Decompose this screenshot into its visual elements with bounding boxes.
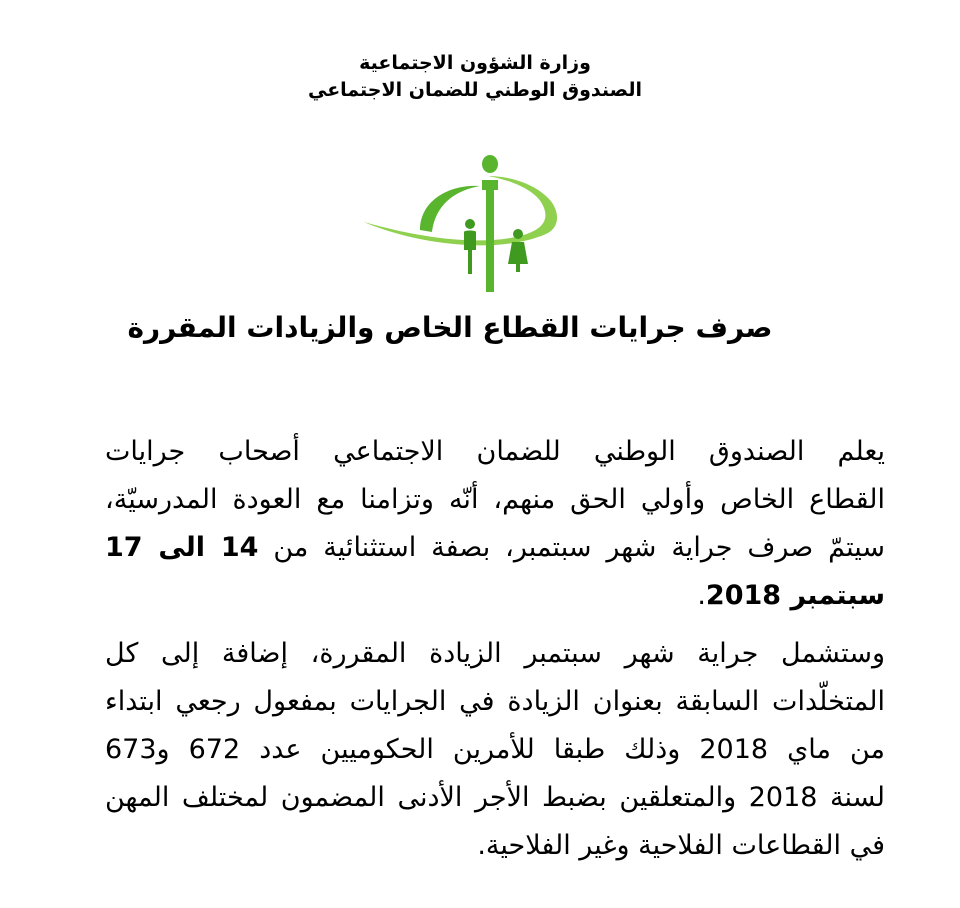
date-range: 14 الى 17 <box>105 532 259 563</box>
cnss-logo <box>360 150 570 300</box>
logo-figure-head <box>482 155 498 173</box>
paragraph-2-line-5: في القطاعات الفلاحية وغير الفلاحية. <box>477 830 885 861</box>
paragraph-1-line-3 <box>105 524 885 572</box>
paragraph-2-line-1: وستشمل جراية شهر سبتمبر الزيادة المقررة، إضافة إلى كل <box>105 638 885 669</box>
fund-name: الصندوق الوطني للضمان الاجتماعي <box>307 79 643 101</box>
page-title: صرف جرايات القطاع الخاص والزيادات المقررة <box>127 311 773 344</box>
paragraph-1-line-3-text: سيتمّ صرف جراية شهر سبتمبر، بصفة استثنائية من <box>273 532 885 563</box>
paragraph-1-line-1: يعلم الصندوق الوطني للضمان الاجتماعي أصحاب جرايات <box>105 436 885 467</box>
paragraph-1-period: . <box>697 580 706 611</box>
logo-figure-body <box>482 180 498 292</box>
paragraph-2 <box>105 630 885 870</box>
paragraph-2-line-4: لسنة 2018 والمتعلقين بضبط الأجر الأدنى المضمون لمختلف المهن <box>105 782 885 813</box>
logo-swoosh <box>364 176 557 245</box>
paragraph-2-line-3: من ماي 2018 وذلك طبقا للأمرين الحكوميين عدد 672 و673 <box>105 734 885 765</box>
paragraph-1 <box>105 428 885 620</box>
ministry-name: وزارة الشؤون الاجتماعية <box>359 52 591 74</box>
paragraph-1-line-2: القطاع الخاص وأولي الحق منهم، أنّه وتزامنا مع العودة المدرسيّة، <box>105 484 885 515</box>
document-header <box>300 50 650 104</box>
paragraph-1-line-4 <box>105 572 885 620</box>
paragraph-2-line-2: المتخلّدات السابقة بعنوان الزيادة في الجرايات بمفعول رجعي ابتداء <box>105 686 885 717</box>
month-year: سبتمبر 2018 <box>705 580 885 611</box>
